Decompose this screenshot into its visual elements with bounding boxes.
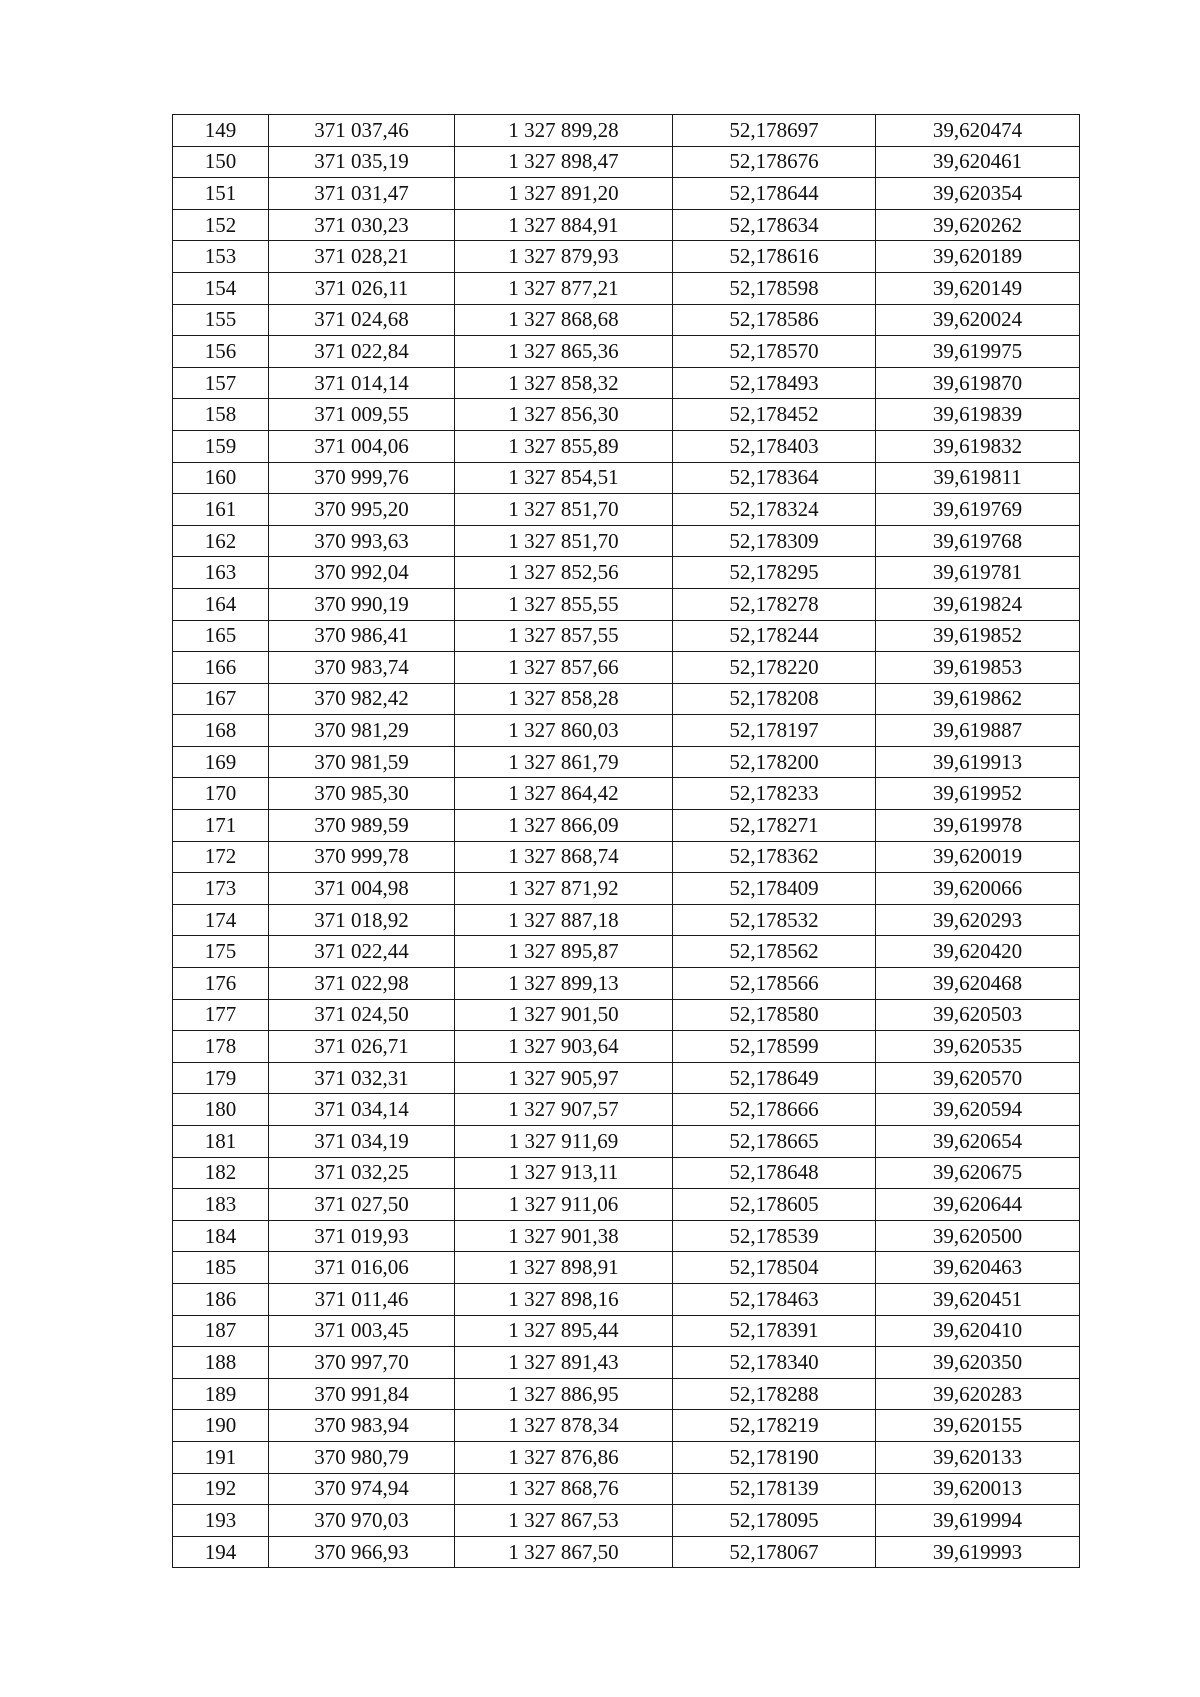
- y-coordinate-cell: 1 327 866,09: [455, 810, 673, 842]
- y-coordinate-cell: 1 327 899,28: [455, 115, 673, 147]
- point-number-cell: 193: [173, 1505, 269, 1537]
- x-coordinate-cell: 370 991,84: [269, 1378, 455, 1410]
- x-coordinate-cell: 371 004,98: [269, 873, 455, 905]
- latitude-cell: 52,178666: [673, 1094, 876, 1126]
- point-number-cell: 183: [173, 1189, 269, 1221]
- table-row: [173, 1189, 1080, 1221]
- table-row: [173, 1157, 1080, 1189]
- longitude-cell: 39,620293: [876, 904, 1080, 936]
- x-coordinate-cell: 370 974,94: [269, 1473, 455, 1505]
- y-coordinate-cell: 1 327 855,55: [455, 588, 673, 620]
- latitude-cell: 52,178616: [673, 241, 876, 273]
- table-row: [173, 746, 1080, 778]
- y-coordinate-cell: 1 327 857,66: [455, 652, 673, 684]
- x-coordinate-cell: 371 030,23: [269, 209, 455, 241]
- table-row: [173, 115, 1080, 147]
- y-coordinate-cell: 1 327 868,68: [455, 304, 673, 336]
- table-row: [173, 1378, 1080, 1410]
- y-coordinate-cell: 1 327 895,44: [455, 1315, 673, 1347]
- table-row: [173, 778, 1080, 810]
- point-number-cell: 162: [173, 525, 269, 557]
- table-row: [173, 1536, 1080, 1568]
- x-coordinate-cell: 370 983,94: [269, 1410, 455, 1442]
- longitude-cell: 39,620468: [876, 968, 1080, 1000]
- longitude-cell: 39,619853: [876, 652, 1080, 684]
- x-coordinate-cell: 371 004,06: [269, 430, 455, 462]
- table-row: [173, 936, 1080, 968]
- table-row: [173, 1126, 1080, 1158]
- y-coordinate-cell: 1 327 903,64: [455, 1031, 673, 1063]
- table-row: [173, 904, 1080, 936]
- table-row: [173, 841, 1080, 873]
- table-row: [173, 968, 1080, 1000]
- latitude-cell: 52,178649: [673, 1062, 876, 1094]
- point-number-cell: 156: [173, 336, 269, 368]
- longitude-cell: 39,620410: [876, 1315, 1080, 1347]
- latitude-cell: 52,178599: [673, 1031, 876, 1063]
- point-number-cell: 176: [173, 968, 269, 1000]
- longitude-cell: 39,620420: [876, 936, 1080, 968]
- x-coordinate-cell: 370 992,04: [269, 557, 455, 589]
- latitude-cell: 52,178580: [673, 999, 876, 1031]
- table-row: [173, 430, 1080, 462]
- x-coordinate-cell: 371 031,47: [269, 178, 455, 210]
- latitude-cell: 52,178340: [673, 1347, 876, 1379]
- longitude-cell: 39,620474: [876, 115, 1080, 147]
- y-coordinate-cell: 1 327 858,28: [455, 683, 673, 715]
- coordinate-table: [172, 114, 1080, 1568]
- latitude-cell: 52,178095: [673, 1505, 876, 1537]
- longitude-cell: 39,620675: [876, 1157, 1080, 1189]
- x-coordinate-cell: 371 014,14: [269, 367, 455, 399]
- y-coordinate-cell: 1 327 911,06: [455, 1189, 673, 1221]
- x-coordinate-cell: 371 022,98: [269, 968, 455, 1000]
- x-coordinate-cell: 371 016,06: [269, 1252, 455, 1284]
- latitude-cell: 52,178452: [673, 399, 876, 431]
- latitude-cell: 52,178676: [673, 146, 876, 178]
- latitude-cell: 52,178288: [673, 1378, 876, 1410]
- y-coordinate-cell: 1 327 867,50: [455, 1536, 673, 1568]
- latitude-cell: 52,178364: [673, 462, 876, 494]
- longitude-cell: 39,620461: [876, 146, 1080, 178]
- latitude-cell: 52,178562: [673, 936, 876, 968]
- x-coordinate-cell: 370 981,29: [269, 715, 455, 747]
- latitude-cell: 52,178605: [673, 1189, 876, 1221]
- point-number-cell: 171: [173, 810, 269, 842]
- longitude-cell: 39,619887: [876, 715, 1080, 747]
- x-coordinate-cell: 370 966,93: [269, 1536, 455, 1568]
- point-number-cell: 175: [173, 936, 269, 968]
- latitude-cell: 52,178220: [673, 652, 876, 684]
- point-number-cell: 186: [173, 1283, 269, 1315]
- longitude-cell: 39,619781: [876, 557, 1080, 589]
- point-number-cell: 158: [173, 399, 269, 431]
- point-number-cell: 157: [173, 367, 269, 399]
- x-coordinate-cell: 371 035,19: [269, 146, 455, 178]
- table-row: [173, 1283, 1080, 1315]
- point-number-cell: 166: [173, 652, 269, 684]
- latitude-cell: 52,178324: [673, 494, 876, 526]
- longitude-cell: 39,619975: [876, 336, 1080, 368]
- point-number-cell: 160: [173, 462, 269, 494]
- point-number-cell: 194: [173, 1536, 269, 1568]
- x-coordinate-cell: 371 022,44: [269, 936, 455, 968]
- latitude-cell: 52,178219: [673, 1410, 876, 1442]
- y-coordinate-cell: 1 327 867,53: [455, 1505, 673, 1537]
- x-coordinate-cell: 371 037,46: [269, 115, 455, 147]
- latitude-cell: 52,178532: [673, 904, 876, 936]
- y-coordinate-cell: 1 327 898,47: [455, 146, 673, 178]
- x-coordinate-cell: 370 999,76: [269, 462, 455, 494]
- point-number-cell: 173: [173, 873, 269, 905]
- longitude-cell: 39,619839: [876, 399, 1080, 431]
- x-coordinate-cell: 371 011,46: [269, 1283, 455, 1315]
- point-number-cell: 155: [173, 304, 269, 336]
- point-number-cell: 180: [173, 1094, 269, 1126]
- point-number-cell: 190: [173, 1410, 269, 1442]
- longitude-cell: 39,619832: [876, 430, 1080, 462]
- longitude-cell: 39,620535: [876, 1031, 1080, 1063]
- y-coordinate-cell: 1 327 878,34: [455, 1410, 673, 1442]
- longitude-cell: 39,619978: [876, 810, 1080, 842]
- table-row: [173, 557, 1080, 589]
- y-coordinate-cell: 1 327 864,42: [455, 778, 673, 810]
- x-coordinate-cell: 371 026,71: [269, 1031, 455, 1063]
- point-number-cell: 149: [173, 115, 269, 147]
- x-coordinate-cell: 370 990,19: [269, 588, 455, 620]
- latitude-cell: 52,178570: [673, 336, 876, 368]
- y-coordinate-cell: 1 327 860,03: [455, 715, 673, 747]
- latitude-cell: 52,178566: [673, 968, 876, 1000]
- y-coordinate-cell: 1 327 851,70: [455, 494, 673, 526]
- x-coordinate-cell: 371 034,14: [269, 1094, 455, 1126]
- table-row: [173, 399, 1080, 431]
- table-row: [173, 367, 1080, 399]
- table-row: [173, 999, 1080, 1031]
- longitude-cell: 39,619994: [876, 1505, 1080, 1537]
- latitude-cell: 52,178362: [673, 841, 876, 873]
- point-number-cell: 161: [173, 494, 269, 526]
- longitude-cell: 39,619768: [876, 525, 1080, 557]
- table-row: [173, 873, 1080, 905]
- longitude-cell: 39,619913: [876, 746, 1080, 778]
- longitude-cell: 39,620644: [876, 1189, 1080, 1221]
- table-row: [173, 620, 1080, 652]
- x-coordinate-cell: 371 027,50: [269, 1189, 455, 1221]
- longitude-cell: 39,619769: [876, 494, 1080, 526]
- point-number-cell: 174: [173, 904, 269, 936]
- y-coordinate-cell: 1 327 854,51: [455, 462, 673, 494]
- table-row: [173, 810, 1080, 842]
- table-row: [173, 336, 1080, 368]
- point-number-cell: 178: [173, 1031, 269, 1063]
- y-coordinate-cell: 1 327 865,36: [455, 336, 673, 368]
- latitude-cell: 52,178463: [673, 1283, 876, 1315]
- latitude-cell: 52,178295: [673, 557, 876, 589]
- longitude-cell: 39,620463: [876, 1252, 1080, 1284]
- table-row: [173, 146, 1080, 178]
- point-number-cell: 165: [173, 620, 269, 652]
- y-coordinate-cell: 1 327 851,70: [455, 525, 673, 557]
- table-row: [173, 1473, 1080, 1505]
- table-row: [173, 588, 1080, 620]
- y-coordinate-cell: 1 327 858,32: [455, 367, 673, 399]
- latitude-cell: 52,178197: [673, 715, 876, 747]
- longitude-cell: 39,620066: [876, 873, 1080, 905]
- table-row: [173, 1094, 1080, 1126]
- x-coordinate-cell: 371 024,50: [269, 999, 455, 1031]
- y-coordinate-cell: 1 327 898,16: [455, 1283, 673, 1315]
- y-coordinate-cell: 1 327 877,21: [455, 272, 673, 304]
- point-number-cell: 159: [173, 430, 269, 462]
- x-coordinate-cell: 370 995,20: [269, 494, 455, 526]
- latitude-cell: 52,178697: [673, 115, 876, 147]
- x-coordinate-cell: 370 986,41: [269, 620, 455, 652]
- longitude-cell: 39,620283: [876, 1378, 1080, 1410]
- point-number-cell: 188: [173, 1347, 269, 1379]
- latitude-cell: 52,178208: [673, 683, 876, 715]
- longitude-cell: 39,619952: [876, 778, 1080, 810]
- longitude-cell: 39,620451: [876, 1283, 1080, 1315]
- y-coordinate-cell: 1 327 861,79: [455, 746, 673, 778]
- table-row: [173, 178, 1080, 210]
- y-coordinate-cell: 1 327 901,38: [455, 1220, 673, 1252]
- latitude-cell: 52,178648: [673, 1157, 876, 1189]
- point-number-cell: 177: [173, 999, 269, 1031]
- x-coordinate-cell: 370 970,03: [269, 1505, 455, 1537]
- latitude-cell: 52,178665: [673, 1126, 876, 1158]
- coordinate-table-body: [173, 115, 1080, 1568]
- point-number-cell: 167: [173, 683, 269, 715]
- latitude-cell: 52,178493: [673, 367, 876, 399]
- table-row: [173, 715, 1080, 747]
- point-number-cell: 151: [173, 178, 269, 210]
- table-row: [173, 652, 1080, 684]
- point-number-cell: 191: [173, 1441, 269, 1473]
- longitude-cell: 39,620155: [876, 1410, 1080, 1442]
- y-coordinate-cell: 1 327 901,50: [455, 999, 673, 1031]
- y-coordinate-cell: 1 327 857,55: [455, 620, 673, 652]
- point-number-cell: 182: [173, 1157, 269, 1189]
- table-row: [173, 462, 1080, 494]
- y-coordinate-cell: 1 327 887,18: [455, 904, 673, 936]
- longitude-cell: 39,620500: [876, 1220, 1080, 1252]
- longitude-cell: 39,620024: [876, 304, 1080, 336]
- y-coordinate-cell: 1 327 855,89: [455, 430, 673, 462]
- latitude-cell: 52,178644: [673, 178, 876, 210]
- x-coordinate-cell: 370 981,59: [269, 746, 455, 778]
- point-number-cell: 168: [173, 715, 269, 747]
- table-row: [173, 1252, 1080, 1284]
- point-number-cell: 164: [173, 588, 269, 620]
- point-number-cell: 154: [173, 272, 269, 304]
- table-row: [173, 1220, 1080, 1252]
- point-number-cell: 163: [173, 557, 269, 589]
- latitude-cell: 52,178586: [673, 304, 876, 336]
- y-coordinate-cell: 1 327 886,95: [455, 1378, 673, 1410]
- x-coordinate-cell: 370 989,59: [269, 810, 455, 842]
- latitude-cell: 52,178278: [673, 588, 876, 620]
- table-row: [173, 304, 1080, 336]
- y-coordinate-cell: 1 327 907,57: [455, 1094, 673, 1126]
- longitude-cell: 39,620594: [876, 1094, 1080, 1126]
- x-coordinate-cell: 371 019,93: [269, 1220, 455, 1252]
- latitude-cell: 52,178139: [673, 1473, 876, 1505]
- point-number-cell: 172: [173, 841, 269, 873]
- latitude-cell: 52,178309: [673, 525, 876, 557]
- point-number-cell: 153: [173, 241, 269, 273]
- longitude-cell: 39,619870: [876, 367, 1080, 399]
- latitude-cell: 52,178271: [673, 810, 876, 842]
- x-coordinate-cell: 371 018,92: [269, 904, 455, 936]
- x-coordinate-cell: 370 997,70: [269, 1347, 455, 1379]
- longitude-cell: 39,620013: [876, 1473, 1080, 1505]
- longitude-cell: 39,620503: [876, 999, 1080, 1031]
- x-coordinate-cell: 370 999,78: [269, 841, 455, 873]
- y-coordinate-cell: 1 327 898,91: [455, 1252, 673, 1284]
- x-coordinate-cell: 371 024,68: [269, 304, 455, 336]
- x-coordinate-cell: 371 026,11: [269, 272, 455, 304]
- point-number-cell: 192: [173, 1473, 269, 1505]
- latitude-cell: 52,178504: [673, 1252, 876, 1284]
- longitude-cell: 39,620654: [876, 1126, 1080, 1158]
- y-coordinate-cell: 1 327 852,56: [455, 557, 673, 589]
- y-coordinate-cell: 1 327 905,97: [455, 1062, 673, 1094]
- y-coordinate-cell: 1 327 911,69: [455, 1126, 673, 1158]
- x-coordinate-cell: 371 032,25: [269, 1157, 455, 1189]
- table-row: [173, 209, 1080, 241]
- latitude-cell: 52,178200: [673, 746, 876, 778]
- latitude-cell: 52,178067: [673, 1536, 876, 1568]
- y-coordinate-cell: 1 327 879,93: [455, 241, 673, 273]
- table-row: [173, 1347, 1080, 1379]
- table-row: [173, 1031, 1080, 1063]
- longitude-cell: 39,620149: [876, 272, 1080, 304]
- latitude-cell: 52,178244: [673, 620, 876, 652]
- x-coordinate-cell: 371 003,45: [269, 1315, 455, 1347]
- longitude-cell: 39,620354: [876, 178, 1080, 210]
- table-row: [173, 1505, 1080, 1537]
- point-number-cell: 189: [173, 1378, 269, 1410]
- longitude-cell: 39,620189: [876, 241, 1080, 273]
- table-row: [173, 241, 1080, 273]
- point-number-cell: 170: [173, 778, 269, 810]
- table-row: [173, 683, 1080, 715]
- y-coordinate-cell: 1 327 895,87: [455, 936, 673, 968]
- table-row: [173, 1315, 1080, 1347]
- x-coordinate-cell: 370 982,42: [269, 683, 455, 715]
- y-coordinate-cell: 1 327 913,11: [455, 1157, 673, 1189]
- longitude-cell: 39,620133: [876, 1441, 1080, 1473]
- latitude-cell: 52,178233: [673, 778, 876, 810]
- table-row: [173, 494, 1080, 526]
- longitude-cell: 39,620262: [876, 209, 1080, 241]
- x-coordinate-cell: 371 034,19: [269, 1126, 455, 1158]
- table-row: [173, 1062, 1080, 1094]
- longitude-cell: 39,619993: [876, 1536, 1080, 1568]
- longitude-cell: 39,620350: [876, 1347, 1080, 1379]
- latitude-cell: 52,178409: [673, 873, 876, 905]
- y-coordinate-cell: 1 327 876,86: [455, 1441, 673, 1473]
- x-coordinate-cell: 370 980,79: [269, 1441, 455, 1473]
- point-number-cell: 184: [173, 1220, 269, 1252]
- longitude-cell: 39,620019: [876, 841, 1080, 873]
- latitude-cell: 52,178598: [673, 272, 876, 304]
- y-coordinate-cell: 1 327 884,91: [455, 209, 673, 241]
- y-coordinate-cell: 1 327 856,30: [455, 399, 673, 431]
- y-coordinate-cell: 1 327 899,13: [455, 968, 673, 1000]
- point-number-cell: 185: [173, 1252, 269, 1284]
- y-coordinate-cell: 1 327 871,92: [455, 873, 673, 905]
- x-coordinate-cell: 370 983,74: [269, 652, 455, 684]
- longitude-cell: 39,619852: [876, 620, 1080, 652]
- latitude-cell: 52,178634: [673, 209, 876, 241]
- x-coordinate-cell: 370 993,63: [269, 525, 455, 557]
- longitude-cell: 39,619862: [876, 683, 1080, 715]
- x-coordinate-cell: 371 028,21: [269, 241, 455, 273]
- latitude-cell: 52,178190: [673, 1441, 876, 1473]
- point-number-cell: 187: [173, 1315, 269, 1347]
- point-number-cell: 169: [173, 746, 269, 778]
- point-number-cell: 152: [173, 209, 269, 241]
- table-row: [173, 272, 1080, 304]
- x-coordinate-cell: 370 985,30: [269, 778, 455, 810]
- y-coordinate-cell: 1 327 891,43: [455, 1347, 673, 1379]
- point-number-cell: 179: [173, 1062, 269, 1094]
- y-coordinate-cell: 1 327 868,74: [455, 841, 673, 873]
- point-number-cell: 181: [173, 1126, 269, 1158]
- latitude-cell: 52,178403: [673, 430, 876, 462]
- longitude-cell: 39,619811: [876, 462, 1080, 494]
- x-coordinate-cell: 371 009,55: [269, 399, 455, 431]
- latitude-cell: 52,178539: [673, 1220, 876, 1252]
- table-row: [173, 1441, 1080, 1473]
- longitude-cell: 39,620570: [876, 1062, 1080, 1094]
- x-coordinate-cell: 371 022,84: [269, 336, 455, 368]
- longitude-cell: 39,619824: [876, 588, 1080, 620]
- table-row: [173, 525, 1080, 557]
- point-number-cell: 150: [173, 146, 269, 178]
- table-row: [173, 1410, 1080, 1442]
- y-coordinate-cell: 1 327 891,20: [455, 178, 673, 210]
- x-coordinate-cell: 371 032,31: [269, 1062, 455, 1094]
- latitude-cell: 52,178391: [673, 1315, 876, 1347]
- y-coordinate-cell: 1 327 868,76: [455, 1473, 673, 1505]
